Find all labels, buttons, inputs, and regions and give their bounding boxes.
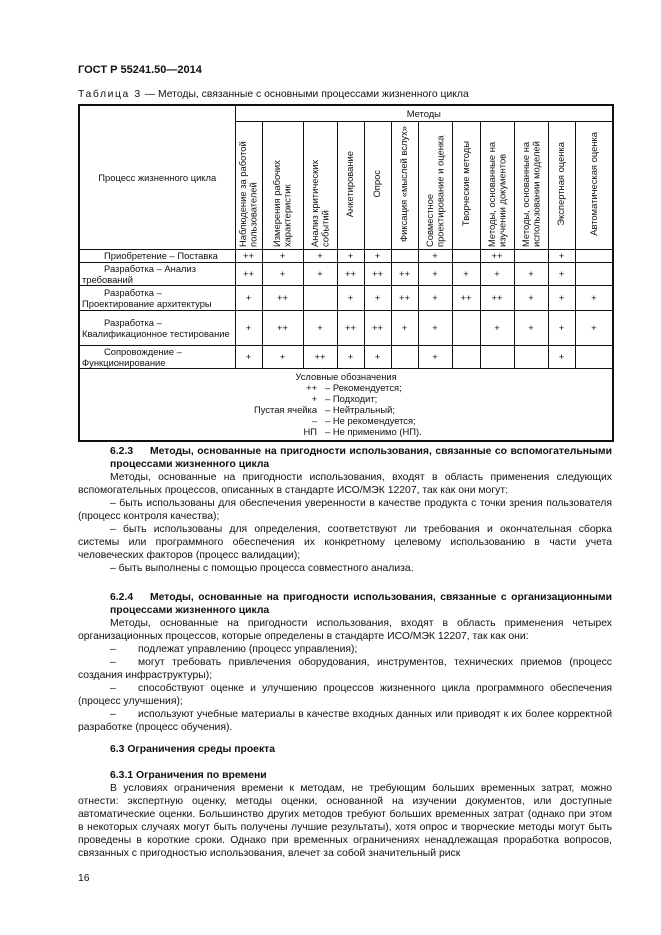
rating-cell: + (514, 310, 548, 345)
legend-item (80, 404, 612, 415)
section-number: 6.2.3 (110, 446, 134, 457)
rating-cell: + (337, 249, 364, 262)
rating-cell: + (548, 345, 575, 368)
section-6-3-heading: 6.3 Ограничения среды проекта (110, 744, 276, 755)
rating-cell: + (452, 262, 480, 285)
method-header-label: Анализ критических событий (308, 159, 330, 247)
rating-cell: + (480, 310, 514, 345)
rating-cell: + (364, 345, 391, 368)
rating-cell: + (337, 345, 364, 368)
legend-item (80, 426, 612, 437)
bullet-text: используют учебные материалы в качестве входных данных или приводят к их более корректной разработке (процесс обучения). (78, 709, 612, 733)
section-6-3-1 (78, 769, 612, 860)
rating-cell: + (303, 262, 337, 285)
rating-cell (480, 345, 514, 368)
rating-cell: + (418, 262, 452, 285)
rating-cell: + (480, 262, 514, 285)
method-header (418, 121, 452, 249)
rating-cell: ++ (480, 285, 514, 310)
process-name: Приобретение – Поставка (104, 250, 218, 261)
process-name: Разработка – Анализ требований (82, 262, 197, 285)
rating-cell: ++ (235, 262, 262, 285)
rating-cell: ++ (235, 249, 262, 262)
legend-item (80, 415, 612, 426)
table-row (79, 249, 613, 262)
rating-cell: + (548, 310, 575, 345)
bullet: – быть использованы для определения, соответствуют ли требования и окончательная сборка системы или программного обеспечения их конкретному целевому использованию в части учета человеческих факторов (процесс валидации); (78, 524, 612, 561)
legend-text: – Не применимо (НП). (325, 425, 422, 437)
method-header-label: Анкетирование (344, 150, 356, 218)
table-caption-text: — Методы, связанные с основными процессами жизненного цикла (141, 89, 469, 100)
rating-cell: + (235, 345, 262, 368)
method-header (452, 121, 480, 249)
section-title: Методы, основанные на пригодности использования, связанные с организационными процессами жизненного цикла (110, 592, 612, 616)
method-header (480, 121, 514, 249)
section-number: 6.2.4 (110, 592, 134, 603)
process-name: Разработка – Квалификационное тестирование (82, 316, 230, 339)
rating-cell: ++ (337, 310, 364, 345)
rating-cell: + (418, 310, 452, 345)
methods-table (78, 104, 614, 442)
legend-text: – Подходит; (325, 392, 378, 404)
bullet (78, 656, 612, 682)
method-header-label: Измерения рабочих характеристик (271, 159, 293, 247)
paragraph: Методы, основанные на пригодности использования, входят в область применения следующих вспомогательных процессов, описанных в стандарте ИСО/МЭК 12207, так как они могут: (78, 472, 612, 496)
rating-cell (575, 249, 613, 262)
rating-cell: ++ (364, 310, 391, 345)
rating-cell: + (303, 310, 337, 345)
rating-cell (575, 345, 613, 368)
rating-cell (452, 345, 480, 368)
rating-cell: ++ (391, 285, 418, 310)
process-cell (79, 285, 235, 310)
process-header: Процесс жизненного цикла (79, 105, 235, 249)
legend-symbol: + (311, 392, 318, 404)
rating-cell: + (514, 285, 548, 310)
method-header (262, 121, 303, 249)
legend-symbol: НП (303, 425, 318, 437)
rating-cell: ++ (262, 310, 303, 345)
rating-cell (303, 285, 337, 310)
rating-cell: + (262, 262, 303, 285)
rating-cell (452, 310, 480, 345)
rating-cell: + (548, 262, 575, 285)
bullet-text: способствуют оценке и улучшению процессов жизненного цикла программного обеспечения (процесс улучшения); (78, 683, 612, 707)
rating-cell: ++ (364, 262, 391, 285)
rating-cell: + (303, 249, 337, 262)
rating-cell: + (262, 345, 303, 368)
bullet (78, 682, 612, 708)
rating-cell (514, 345, 548, 368)
method-header (575, 121, 613, 249)
rating-cell: ++ (262, 285, 303, 310)
rating-cell: ++ (303, 345, 337, 368)
rating-cell: + (235, 310, 262, 345)
legend-item (80, 393, 612, 404)
bullet-dash: – (110, 644, 116, 655)
table-row (79, 285, 613, 310)
rating-cell: + (262, 249, 303, 262)
rating-cell: + (418, 249, 452, 262)
legend-symbol: ++ (306, 381, 318, 393)
rating-cell: + (575, 310, 613, 345)
bullet (78, 643, 612, 656)
legend-text: – Рекомендуется; (325, 381, 402, 393)
method-header-label: Совместное проектирование и оценка (423, 135, 445, 247)
rating-cell (514, 249, 548, 262)
legend-item (80, 382, 612, 393)
rating-cell: + (337, 285, 364, 310)
method-header (235, 121, 262, 249)
legend-title: Условные обозначения (295, 370, 397, 382)
method-header (391, 121, 418, 249)
rating-cell: + (548, 249, 575, 262)
method-header-label: Автоматическая оценка (587, 132, 599, 236)
bullet-dash: – (110, 709, 116, 720)
rating-cell (391, 345, 418, 368)
method-header-label: Наблюдение за работой пользователей (237, 140, 259, 247)
table-row (79, 262, 613, 285)
table-row (79, 310, 613, 345)
process-cell (79, 310, 235, 345)
paragraph: Методы, основанные на пригодности использования, входят в область применения четырех организационных процессов, которые определены в стандарте ИСО/МЭК 12207, так как они: (78, 618, 612, 642)
method-header-label: Опрос (371, 170, 383, 198)
process-cell (79, 249, 235, 262)
legend-symbol: – (311, 414, 318, 426)
section-6-2-4 (78, 591, 612, 734)
rating-cell: ++ (337, 262, 364, 285)
rating-cell (575, 262, 613, 285)
paragraph: В условиях ограничения времени к методам, не требующим больших временных затрат, можно отнести: экспертную оценку, методы оценки, основанной на изучении документов, или доступные автоматические оценки. Большинство других методов требуют больших временных затрат (однако при этом в некоторых случаях могут быть получены лучшие результаты), хотя опрос и творческие методы могут быть проведены в короткие сроки. Однако при временных ограничениях ненадлежащая проработка вопросов, связанных с пригодностью использования, влечет за собой значительный риск (78, 783, 612, 859)
rating-cell (452, 249, 480, 262)
bullet: – быть использованы для обеспечения уверенности в качестве продукта с точки зрения пользователя (процесс контроля качества); (78, 498, 612, 522)
method-header (548, 121, 575, 249)
rating-cell: + (364, 249, 391, 262)
section-6-2-3 (78, 445, 612, 575)
rating-cell: ++ (452, 285, 480, 310)
bullet-text: подлежат управлению (процесс управления); (138, 644, 358, 655)
legend-symbol: Пустая ячейка (254, 403, 318, 415)
table-row (79, 345, 613, 368)
section-heading: 6.3.1 Ограничения по времени (110, 770, 267, 781)
process-name: Сопровождение – Функционирование (82, 345, 182, 368)
method-header (514, 121, 548, 249)
method-header-label: Методы, основанные на изучении документов (485, 141, 507, 247)
method-header-label: Творческие методы (459, 141, 471, 227)
rating-cell: ++ (391, 262, 418, 285)
process-cell (79, 345, 235, 368)
bullet (78, 708, 612, 734)
method-header-label: Методы, основанные на использовании моделей (519, 140, 541, 247)
rating-cell (391, 249, 418, 262)
method-header-label: Экспертная оценка (555, 142, 567, 226)
rating-cell: + (514, 262, 548, 285)
rating-cell: + (364, 285, 391, 310)
page-number: 16 (78, 873, 90, 884)
table-caption-label: Таблица 3 (78, 89, 142, 100)
bullet-text: могут требовать привлечения оборудования, инструментов, технических приемов (процесс создания инфраструктуры); (78, 657, 612, 681)
rating-cell: + (391, 310, 418, 345)
section-heading (78, 445, 612, 471)
method-header (303, 121, 337, 249)
legend-text: – Нейтральный; (325, 403, 395, 415)
legend-text: – Не рекомендуется; (325, 414, 416, 426)
bullet-dash: – (110, 657, 116, 668)
section-title: Методы, основанные на пригодности использования, связанные со вспомогательными процессами жизненного цикла (110, 446, 612, 470)
document-id: ГОСТ Р 55241.50—2014 (78, 64, 202, 76)
method-header (364, 121, 391, 249)
section-heading (78, 591, 612, 617)
rating-cell: + (418, 345, 452, 368)
bullet-dash: – (110, 683, 116, 694)
process-cell (79, 262, 235, 285)
rating-cell: + (548, 285, 575, 310)
rating-cell: + (575, 285, 613, 310)
process-name: Разработка – Проектирование архитектуры (82, 286, 212, 309)
rating-cell: ++ (480, 249, 514, 262)
bullet: – быть выполнены с помощью процесса совместного анализа. (110, 563, 414, 574)
methods-header: Методы (235, 105, 613, 121)
legend (79, 368, 613, 441)
method-header (337, 121, 364, 249)
rating-cell: + (418, 285, 452, 310)
table-caption (78, 89, 469, 100)
method-header-label: Фиксация «мыслей вслух» (398, 126, 410, 242)
rating-cell: + (235, 285, 262, 310)
